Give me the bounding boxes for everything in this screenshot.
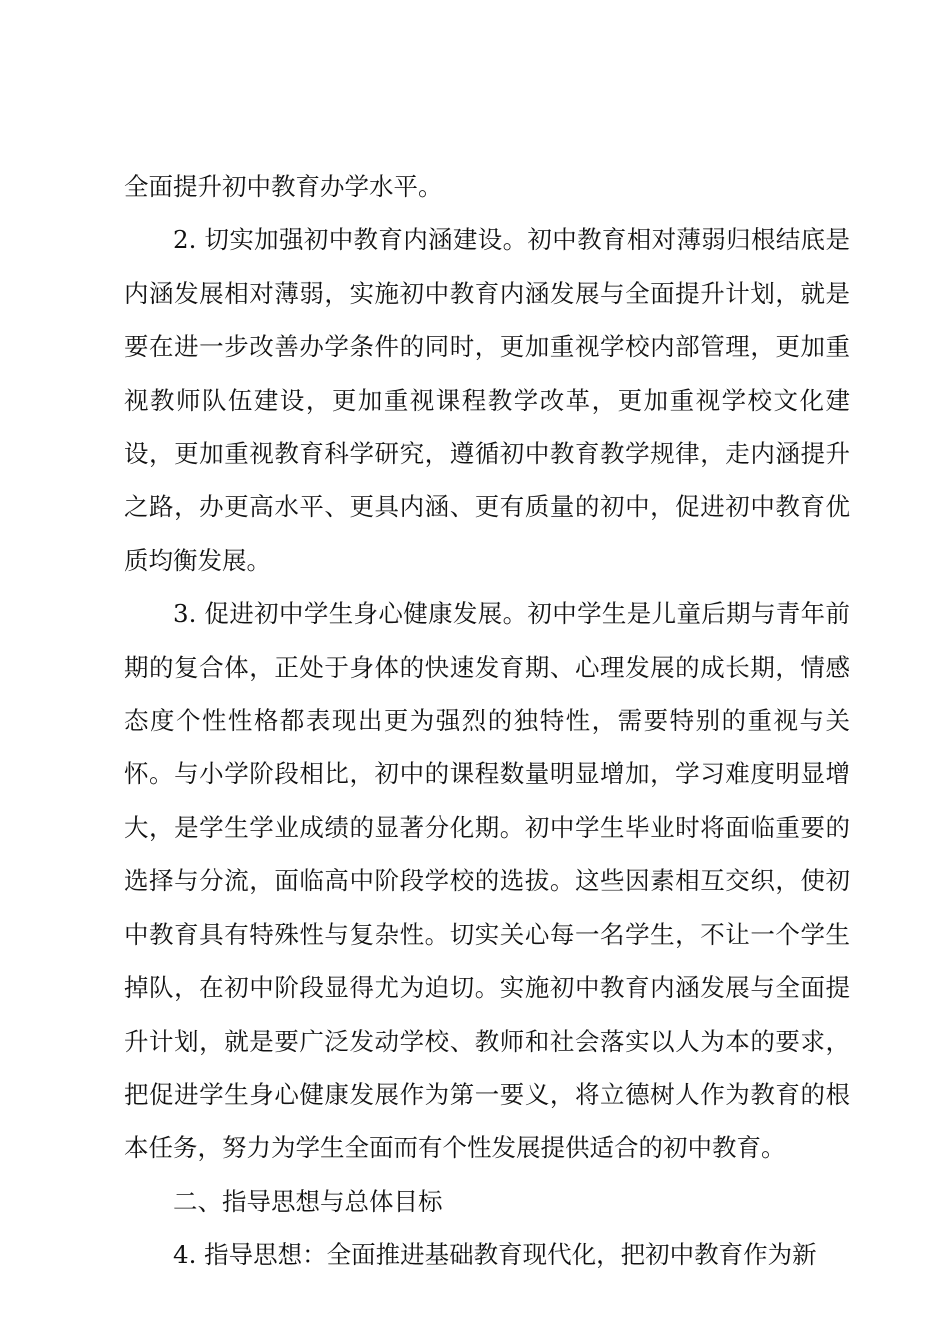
paragraph-continuation: 全面提升初中教育办学水平。 [124, 172, 443, 201]
paragraph-item-4: 4. 指导思想：全面推进基础教育现代化，把初中教育作为新 [173, 1240, 817, 1270]
paragraph-item-2: 2. 切实加强初中教育内涵建设。初中教育相对薄弱归根结底是内涵发展相对薄弱，实施初中教育内涵发展与全面提升计划，就是要在进一步改善办学条件的同时，更加重视学校内部管理，更加重视教师队伍建设，更加重视课程教学改革，更加重视学校文化建设，更加重视教育科学研究，遵循初中教育教学规律，走内涵提升之路，办更高水平、更具内涵、更有质量的初中，促进初中教育优质均衡发展。 [124, 225, 850, 575]
section-heading: 二、指导思想与总体目标 [173, 1186, 443, 1216]
paragraph-item-3: 3. 促进初中学生身心健康发展。初中学生是儿童后期与青年前期的复合体，正处于身体的快速发育期、心理发展的成长期，情感态度个性性格都表现出更为强烈的独特性，需要特别的重视与关怀。与小学阶段相比，初中的课程数量明显增加，学习难度明显增大，是学生学业成绩的显著分化期。初中学生毕业时将面临重要的选择与分流，面临高中阶段学校的选拔。这些因素相互交织，使初中教育具有特殊性与复杂性。切实关心每一名学生，不让一个学生掉队，在初中阶段显得尤为迫切。实施初中教育内涵发展与全面提升计划，就是要广泛发动学校、教师和社会落实以人为本的要求，把促进学生身心健康发展作为第一要义，将立德树人作为教育的根本任务，努力为学生全面而有个性发展提供适合的初中教育。 [124, 599, 850, 1163]
document-body [124, 160, 850, 1282]
